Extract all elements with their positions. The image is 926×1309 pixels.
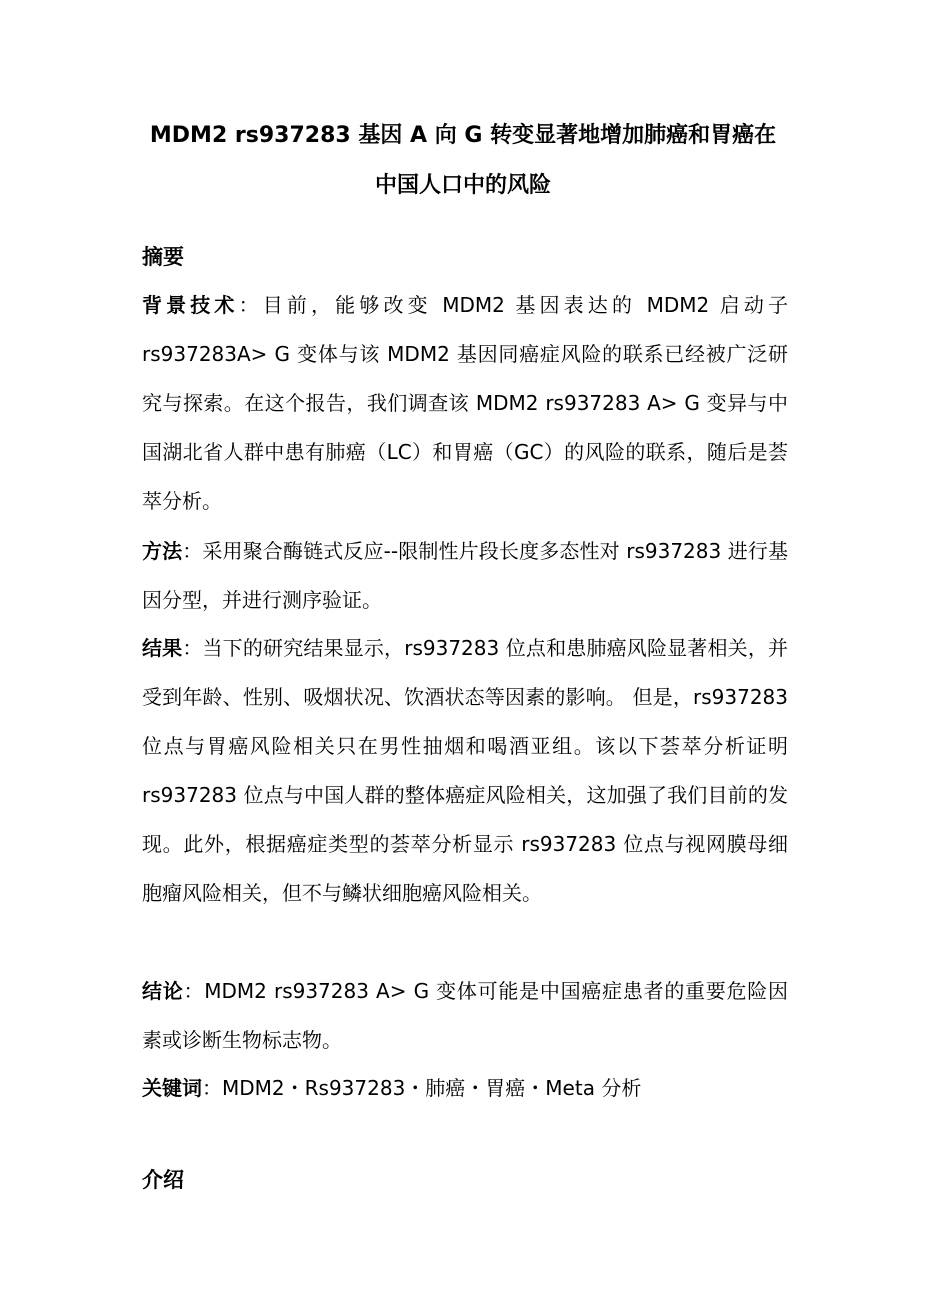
methods-separator: ： bbox=[182, 539, 203, 563]
results-separator: ： bbox=[182, 636, 203, 660]
background-label: 背景技术 bbox=[142, 293, 239, 317]
results-text: 当下的研究结果显示，rs937283 位点和患肺癌风险显著相关，并受到年龄、性别、吸烟状况、饮酒状态等因素的影响。 但是，rs937283 位点与胃癌风险相关只在男性抽烟和喝酒亚组。该以下荟萃分析证明 rs937283 位点与中国人群的整体癌症风险相关，这加强了我们目前的发现。此外，根据癌症类型的荟萃分析显示 rs937283 位点与视网膜母细胞瘤风险相关，但不与鳞状细胞癌风险相关。 bbox=[142, 636, 788, 905]
conclusion-paragraph bbox=[142, 967, 788, 1065]
keywords-label: 关键词 bbox=[142, 1076, 202, 1100]
title-line-1: MDM2 rs937283 基因 A 向 G 转变显著地增加肺癌和胃癌在 bbox=[149, 123, 777, 148]
methods-paragraph bbox=[142, 527, 788, 625]
results-paragraph bbox=[142, 624, 788, 918]
conclusion-label: 结论 bbox=[142, 979, 184, 1003]
background-text: 目前，能够改变 MDM2 基因表达的 MDM2 启动子 rs937283A> G 变体与该 MDM2 基因同癌症风险的联系已经被广泛研究与探索。在这个报告，我们调查该 MDM2 rs937283 A> G 变异与中国湖北省人群中患有肺癌（LC）和胃癌（GC）的风险的联系，随后是荟萃分析。 bbox=[142, 293, 789, 513]
background-separator: ： bbox=[238, 293, 263, 317]
introduction-heading: 介绍 bbox=[142, 1168, 184, 1192]
conclusion-separator: ： bbox=[183, 979, 205, 1003]
conclusion-text: MDM2 rs937283 A> G 变体可能是中国癌症患者的重要危险因素或诊断生物标志物。 bbox=[142, 979, 789, 1052]
results-label: 结果 bbox=[142, 636, 183, 660]
background-paragraph bbox=[142, 281, 788, 526]
abstract-heading: 摘要 bbox=[142, 245, 184, 269]
keywords-text: MDM2・Rs937283・肺癌・胃癌・Meta 分析 bbox=[222, 1076, 642, 1100]
keywords-paragraph bbox=[142, 1064, 788, 1113]
methods-label: 方法 bbox=[142, 539, 183, 563]
methods-text: 采用聚合酶链式反应--限制性片段长度多态性对 rs937283 进行基因分型，并进行测序验证。 bbox=[142, 539, 789, 612]
title-line-2: 中国人口中的风险 bbox=[374, 173, 551, 198]
keywords-separator: ： bbox=[202, 1076, 222, 1100]
